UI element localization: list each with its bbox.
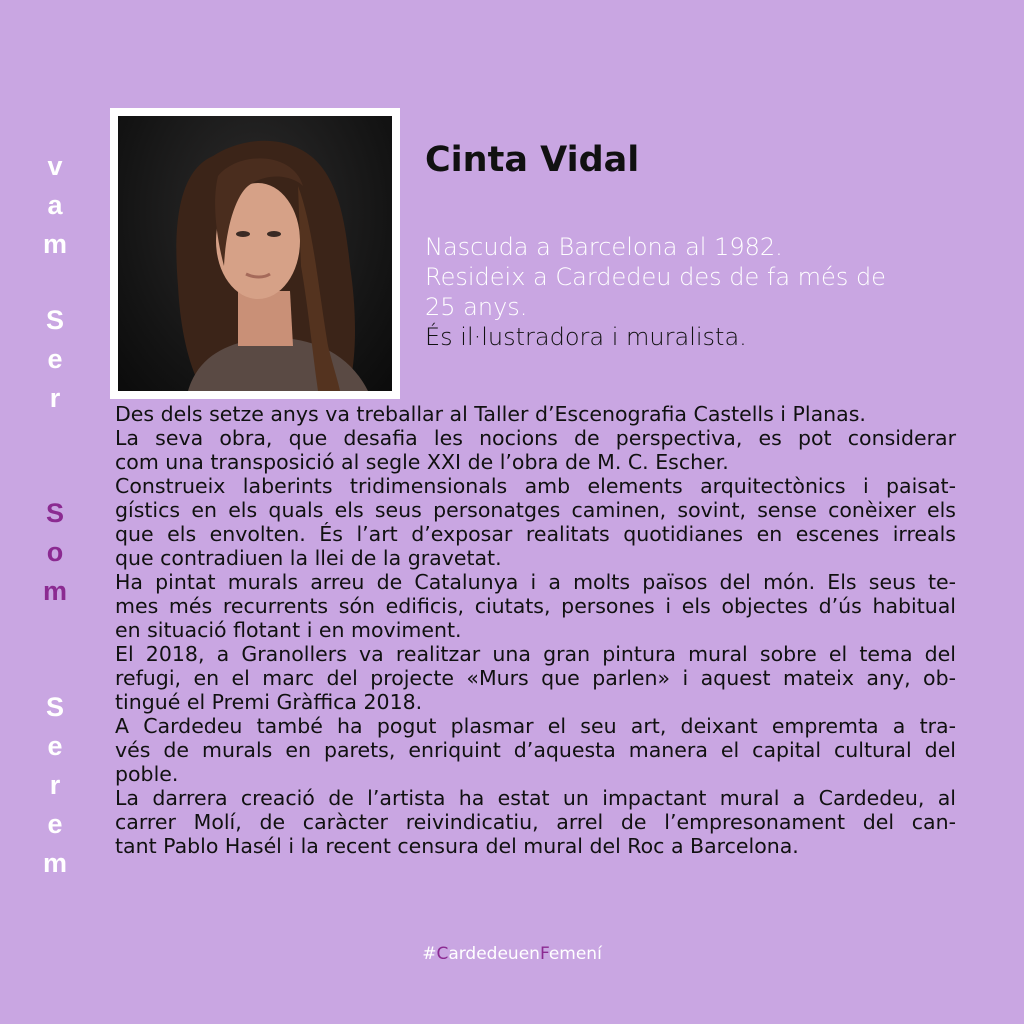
biography-line: tingué el Premi Gràffica 2018. (115, 690, 423, 714)
slogan-letter: m (42, 229, 67, 259)
slogan-letter: S (45, 498, 64, 528)
portrait-illustration (118, 116, 392, 391)
biography-line: que els envolten. És l’art d’exposar realitats quotidianes en escenes irreals (115, 522, 956, 546)
biography-line: que contradiuen la llei de la gravetat. (115, 546, 502, 570)
biography-line: Des dels setze anys va treballar al Taller d’Escenografia Castells i Planas. (115, 402, 866, 426)
hashtag-part: F (539, 944, 549, 964)
hashtag-part: C (436, 944, 449, 964)
hashtag-part: ardedeuen (448, 944, 540, 964)
slogan-letter: m (42, 576, 67, 606)
vertical-slogan (0, 0, 110, 1024)
biography-line: poble. (115, 762, 179, 786)
portrait-frame (110, 108, 400, 399)
slogan-letter: v (47, 151, 63, 181)
slogan-letter: r (49, 770, 61, 800)
slogan-letter: e (47, 344, 63, 374)
slogan-letter: a (47, 190, 63, 220)
role-line: És il·lustradora i muralista. (425, 323, 747, 351)
biography-line: vés de murals en parets, enriquint d’aquesta manera el capital cultural del (115, 738, 956, 762)
slogan-letter: m (42, 848, 67, 878)
slogan-letter: r (49, 383, 61, 413)
biography-line: La seva obra, que desafia les nocions de perspectiva, es pot considerar (115, 426, 956, 450)
slogan-letter: o (46, 537, 64, 567)
biography-line: en situació flotant i en moviment. (115, 618, 462, 642)
biography-line: Ha pintat murals arreu de Catalunya i a molts països del món. Els seus te- (115, 570, 956, 594)
biography-line: Construeix laberints tridimensionals amb elements arquitectònics i paisat- (115, 474, 956, 498)
slogan-letter: e (47, 731, 63, 761)
intro-block (425, 232, 985, 352)
person-name: Cinta Vidal (425, 140, 640, 180)
hashtag-part: # (422, 944, 437, 964)
biography-line: carrer Molí, de caràcter reivindicatiu, arrel de l’empresonament del can- (115, 810, 956, 834)
biography-line: refugi, en el marc del projecte «Murs que parlen» i aquest mateix any, ob- (115, 666, 956, 690)
biography-line: gístics en els quals els seus personatges caminen, sovint, sense conèixer els (115, 498, 956, 522)
intro-line: Nascuda a Barcelona al 1982. (425, 233, 783, 261)
hashtag (0, 944, 1024, 964)
slogan-letter: e (47, 809, 63, 839)
biography-line: A Cardedeu també ha pogut plasmar el seu art, deixant empremta a tra- (115, 714, 956, 738)
biography-line: tant Pablo Hasél i la recent censura del mural del Roc a Barcelona. (115, 834, 799, 858)
biography-line: mes més recurrents són edificis, ciutats, persones i els objectes d’ús habitual (115, 594, 956, 618)
portrait-photo (118, 116, 392, 391)
slogan-letter: S (45, 692, 64, 722)
intro-line: 25 anys. (425, 293, 528, 321)
biography-line: La darrera creació de l’artista ha estat un impactant mural a Cardedeu, al (115, 786, 956, 810)
hashtag-part: emení (548, 944, 602, 964)
intro-line: Resideix a Cardedeu des de fa més de (425, 263, 886, 291)
slogan-letter: S (45, 305, 64, 335)
biography-text (115, 402, 956, 858)
biography-line: com una transposició al segle XXI de l’obra de M. C. Escher. (115, 450, 729, 474)
biography-line: El 2018, a Granollers va realitzar una gran pintura mural sobre el tema del (115, 642, 956, 666)
